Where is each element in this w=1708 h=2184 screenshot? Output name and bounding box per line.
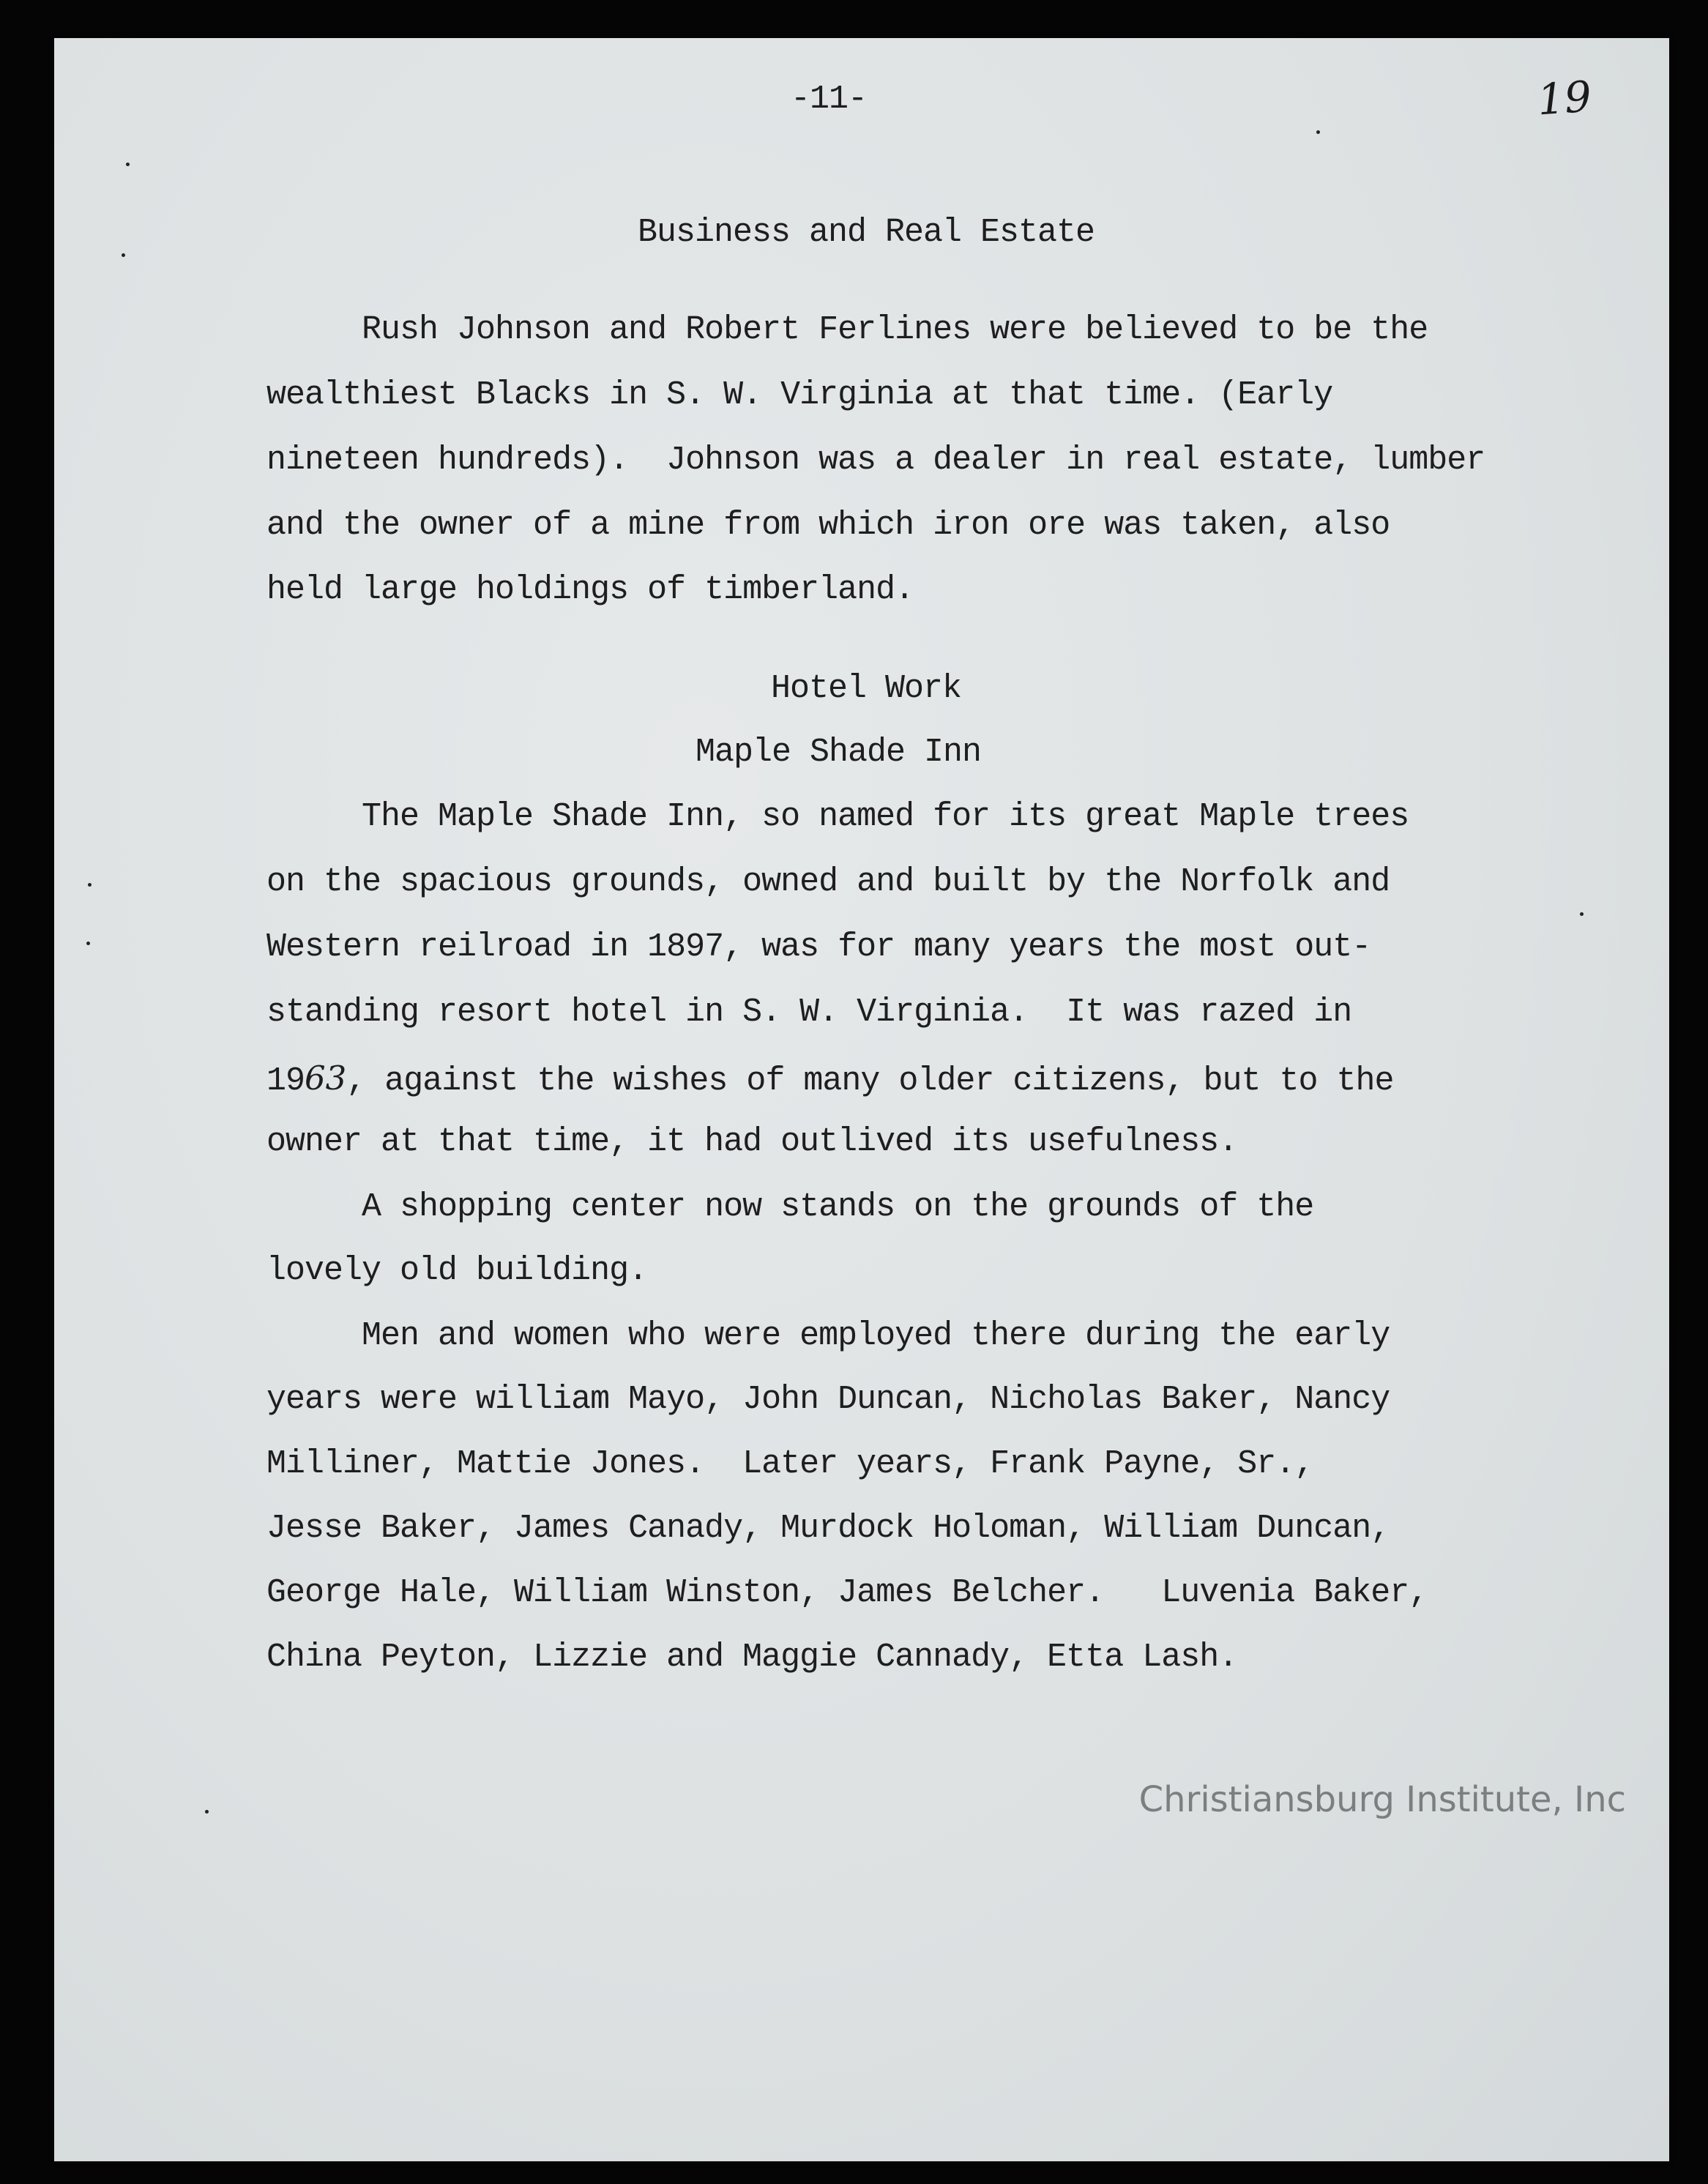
- hotel-para3-line-2: years were william Mayo, John Duncan, Nicholas Baker, Nancy: [266, 1381, 1390, 1418]
- speck: [86, 942, 90, 945]
- business-line-4: and the owner of a mine from which iron ore was taken, also: [266, 507, 1390, 544]
- business-line-1: Rush Johnson and Robert Ferlines were believed to be the: [362, 311, 1428, 349]
- speck: [205, 1810, 209, 1814]
- hotel-para3-line-4: Jesse Baker, James Canady, Murdock Holoman, William Duncan,: [266, 1510, 1390, 1547]
- document-page: [54, 38, 1669, 2161]
- hotel-para3-line-3: Milliner, Mattie Jones. Later years, Frank Payne, Sr.,: [266, 1445, 1314, 1483]
- year-line-rest: , against the wishes of many older citizens, but to the: [346, 1062, 1394, 1100]
- speck: [1580, 912, 1584, 916]
- hotel-para1-line-1: The Maple Shade Inn, so named for its great Maple trees: [362, 798, 1409, 835]
- hotel-para3-line-6: China Peyton, Lizzie and Maggie Cannady, Etta Lash.: [266, 1639, 1238, 1676]
- hotel-para2-line-1: A shopping center now stands on the grounds of the: [362, 1188, 1314, 1226]
- hotel-para1-line-5: [266, 1059, 1394, 1100]
- business-line-2: wealthiest Blacks in S. W. Virginia at that time. (Early: [266, 376, 1333, 414]
- hotel-para1-line-3: Western reilroad in 1897, was for many years the most out-: [266, 928, 1371, 966]
- watermark: Christiansburg Institute, Inc: [1138, 1779, 1626, 1820]
- hotel-para3-line-1: Men and women who were employed there during the early: [362, 1317, 1390, 1354]
- page-number: -11-: [791, 81, 868, 118]
- speck: [126, 163, 130, 166]
- speck: [88, 883, 92, 887]
- speck: [1316, 130, 1320, 134]
- hotel-para1-line-6: owner at that time, it had outlived its usefulness.: [266, 1123, 1238, 1160]
- business-line-5: held large holdings of timberland.: [266, 571, 914, 608]
- section-heading-hotel: Hotel Work: [770, 670, 962, 707]
- hotel-para1-line-2: on the spacious grounds, owned and built by the Norfolk and: [266, 863, 1390, 901]
- year-prefix: 19: [266, 1062, 305, 1100]
- hotel-para1-line-4: standing resort hotel in S. W. Virginia. It was razed in: [266, 994, 1352, 1031]
- hotel-para2-line-2: lovely old building.: [266, 1252, 648, 1289]
- handwritten-page-number: 19: [1535, 71, 1594, 125]
- section-subheading-maple-shade: Maple Shade Inn: [695, 734, 982, 771]
- handwritten-year-digits: 63: [305, 1059, 347, 1097]
- business-line-3: nineteen hundreds). Johnson was a dealer in real estate, lumber: [266, 441, 1485, 479]
- hotel-para3-line-5: George Hale, William Winston, James Belcher. Luvenia Baker,: [266, 1574, 1428, 1611]
- section-heading-business: Business and Real Estate: [637, 214, 1095, 251]
- speck: [122, 253, 125, 257]
